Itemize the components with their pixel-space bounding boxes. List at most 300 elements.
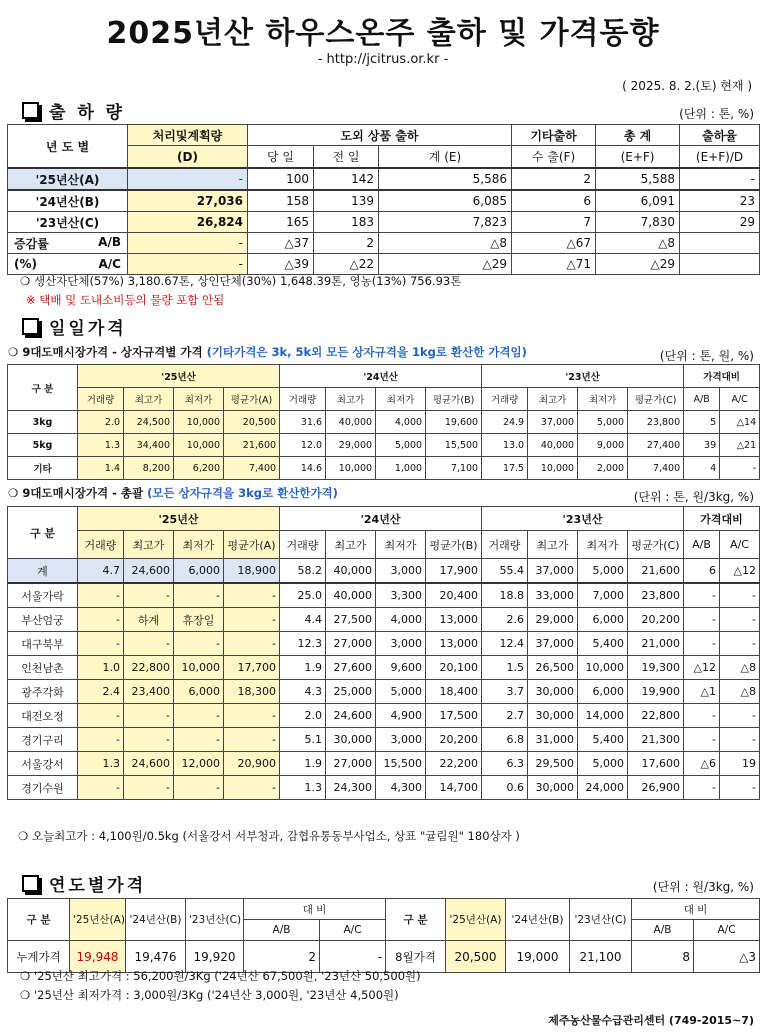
table-row [8, 752, 760, 776]
table-row [8, 233, 760, 254]
cell: 19,300 [628, 656, 684, 680]
header-max: 최고가 [326, 531, 376, 559]
cell: - [78, 583, 124, 608]
cell: 4,000 [376, 411, 426, 434]
header-ef: (E+F) [596, 146, 680, 168]
cell: 6,200 [174, 457, 224, 480]
cell: 19,920 [186, 941, 244, 973]
header-vol: 거래량 [482, 531, 528, 559]
cell: 2 [244, 941, 320, 973]
cell: 22,800 [124, 656, 174, 680]
cell: 39 [684, 434, 720, 457]
table-row [8, 632, 760, 656]
row-label: 5kg [8, 434, 78, 457]
cell: - [720, 583, 760, 608]
table-row [8, 559, 760, 584]
cell: 37,000 [528, 632, 578, 656]
cell: 1.3 [78, 752, 124, 776]
cell: - [320, 941, 386, 973]
cell: 12.0 [280, 434, 326, 457]
cell: 9,600 [376, 656, 426, 680]
cell: 3.7 [482, 680, 528, 704]
cell: - [78, 776, 124, 800]
cell: - [684, 608, 720, 632]
cell: 34,400 [124, 434, 174, 457]
cell: 24.9 [482, 411, 528, 434]
cell: 2.0 [280, 704, 326, 728]
cell: 6.8 [482, 728, 528, 752]
section-shipping-title: 출 하 량 [22, 98, 125, 123]
cell: 158 [248, 190, 314, 212]
cell: 10,000 [528, 457, 578, 480]
cell: 21,300 [628, 728, 684, 752]
header-avg: 평균가(A) [224, 388, 280, 411]
cell: 3,300 [376, 583, 426, 608]
cell: 23,400 [124, 680, 174, 704]
header-y25: '25년산 [78, 365, 280, 388]
table-row [8, 656, 760, 680]
cell: - [124, 632, 174, 656]
size-price-table [7, 364, 760, 480]
cell: 9,000 [578, 434, 628, 457]
checkbox-square-icon [22, 102, 39, 119]
cell: 23 [680, 190, 760, 212]
table-row [8, 583, 760, 608]
checkbox-square-icon [22, 875, 39, 892]
site-url[interactable]: - http://jcitrus.or.kr - [317, 52, 449, 67]
cell: 13,000 [426, 608, 482, 632]
header-avg: 평균가(C) [628, 388, 684, 411]
cell: - [124, 776, 174, 800]
table-row [8, 704, 760, 728]
page-title: 2025년산 하우스온주 출하 및 가격동향 [106, 16, 660, 51]
cell: 40,000 [326, 583, 376, 608]
header-vol: 거래량 [280, 531, 326, 559]
header-prev: 전 일 [314, 146, 379, 168]
cell: 30,000 [326, 728, 376, 752]
cell: 100 [248, 168, 314, 190]
header-total: 총 계 [596, 125, 680, 146]
cell: 1.9 [280, 656, 326, 680]
cell: 55.4 [482, 559, 528, 584]
cell: 1.3 [280, 776, 326, 800]
market-price-table [7, 506, 760, 800]
cell: △67 [512, 233, 596, 254]
cell: 6,091 [596, 190, 680, 212]
cell: △21 [720, 434, 760, 457]
cell: 14.6 [280, 457, 326, 480]
cell: 4.4 [280, 608, 326, 632]
daily-unit1: (단위 : 톤, 원, %) [659, 349, 754, 363]
header-vol: 거래량 [78, 388, 124, 411]
cell: - [174, 583, 224, 608]
cell: 6,000 [578, 608, 628, 632]
cell: 10,000 [174, 434, 224, 457]
cell: - [124, 704, 174, 728]
cell: 33,000 [528, 583, 578, 608]
cell: 142 [314, 168, 379, 190]
header-gubun: 구 분 [8, 365, 78, 411]
table-row [8, 608, 760, 632]
header-cmp: 대 비 [632, 899, 760, 920]
cell: - [224, 608, 280, 632]
header-outside: 도외 상품 출하 [248, 125, 512, 146]
row-label: 서울가락 [8, 583, 78, 608]
header-min: 최저가 [376, 388, 426, 411]
cell: 5,000 [578, 559, 628, 584]
cell: 13,000 [426, 632, 482, 656]
cell: 13.0 [482, 434, 528, 457]
cell: △8 [379, 233, 512, 254]
row-label: 경기구리 [8, 728, 78, 752]
row-label: 누계가격 [8, 941, 70, 973]
header-gubun: 구 분 [386, 899, 446, 941]
cell: 24,600 [124, 752, 174, 776]
cell: 0.6 [482, 776, 528, 800]
checkbox-square-icon [22, 318, 39, 335]
header-max: 최고가 [528, 388, 578, 411]
header-ac: A/C [320, 920, 386, 941]
cell: 1.3 [78, 434, 124, 457]
shipping-unit: (단위 : 톤, %) [679, 107, 754, 121]
cell: 5,586 [379, 168, 512, 190]
cell: 19,000 [506, 941, 570, 973]
cell: - [128, 254, 248, 275]
cell: - [78, 704, 124, 728]
cell: 26,900 [628, 776, 684, 800]
cell: 5,000 [376, 434, 426, 457]
row-label: 광주각화 [8, 680, 78, 704]
cell: 2 [512, 168, 596, 190]
cell: 10,000 [326, 457, 376, 480]
report-date: ( 2025. 8. 2.(토) 현재 ) [622, 79, 752, 93]
cell: 2.7 [482, 704, 528, 728]
header-ab: A/B [684, 388, 720, 411]
cell: 1.5 [482, 656, 528, 680]
table-row [8, 728, 760, 752]
cell: 18,300 [224, 680, 280, 704]
header-plan: 처리및계획량 [128, 125, 248, 146]
yearly-unit: (단위 : 원/3kg, %) [652, 880, 754, 894]
header-vol: 거래량 [78, 531, 124, 559]
cell: 7,100 [426, 457, 482, 480]
cell [680, 254, 760, 275]
table-row [8, 254, 760, 275]
cell: 27,036 [128, 190, 248, 212]
header-cmp: 가격대비 [684, 365, 760, 388]
cell: 31,000 [528, 728, 578, 752]
cell: 20,900 [224, 752, 280, 776]
cell: 7 [512, 212, 596, 233]
cell: △39 [248, 254, 314, 275]
header-a: '25년산(A) [446, 899, 506, 941]
cell: 24,300 [326, 776, 376, 800]
cell: 4 [684, 457, 720, 480]
header-b: '24년산(B) [126, 899, 186, 941]
header-c: '23년산(C) [186, 899, 244, 941]
cell: 14,700 [426, 776, 482, 800]
cell: △29 [379, 254, 512, 275]
cell: 18,400 [426, 680, 482, 704]
row-label: '23년산(C) [8, 212, 128, 233]
row-label: 경기수원 [8, 776, 78, 800]
cell: - [224, 776, 280, 800]
cell: 20,100 [426, 656, 482, 680]
cell: △8 [720, 680, 760, 704]
cell: 7,000 [578, 583, 628, 608]
cell: 21,600 [224, 434, 280, 457]
cell: 23,800 [628, 411, 684, 434]
daily-sub2: ❍ 9대도매시장가격 - 총괄 (모든 상자규격을 3kg로 환산한가격) [8, 486, 338, 500]
header-avg: 평균가(B) [426, 388, 482, 411]
cell: 20,500 [224, 411, 280, 434]
cell: 휴장일 [174, 608, 224, 632]
cell: 1.9 [280, 752, 326, 776]
header-ab: A/B [244, 920, 320, 941]
row-label: 기타 [8, 457, 78, 480]
cell: - [684, 704, 720, 728]
cell: 25.0 [280, 583, 326, 608]
cell: 8,200 [124, 457, 174, 480]
cell: 17,600 [628, 752, 684, 776]
cell: 5,400 [578, 632, 628, 656]
daily-unit2: (단위 : 톤, 원/3kg, %) [633, 490, 754, 504]
cell: 4,000 [376, 608, 426, 632]
row-label: 8월가격 [386, 941, 446, 973]
cell: - [720, 776, 760, 800]
cell: - [224, 728, 280, 752]
header-cmp: 대 비 [244, 899, 386, 920]
cell: 8 [632, 941, 694, 973]
header-y24: '24년산 [280, 365, 482, 388]
cell: 26,824 [128, 212, 248, 233]
cell: 2.4 [78, 680, 124, 704]
header-max: 최고가 [124, 531, 174, 559]
cell: 19,948 [70, 941, 126, 973]
cell: 6 [684, 559, 720, 584]
cell: 24,000 [578, 776, 628, 800]
header-ac: A/C [694, 920, 760, 941]
cell: 25,000 [326, 680, 376, 704]
row-label: 인천남촌 [8, 656, 78, 680]
cell: 5.1 [280, 728, 326, 752]
header-avg: 평균가(B) [426, 531, 482, 559]
cell: 2.0 [78, 411, 124, 434]
cell: 4.3 [280, 680, 326, 704]
cell: 2 [314, 233, 379, 254]
table-row [8, 457, 760, 480]
cell: △3 [694, 941, 760, 973]
cell: - [680, 168, 760, 190]
cell: 14,000 [578, 704, 628, 728]
cell: 24,500 [124, 411, 174, 434]
cell: 20,400 [426, 583, 482, 608]
cell: 21,000 [628, 632, 684, 656]
cell: 1.0 [78, 656, 124, 680]
cell: - [720, 728, 760, 752]
cell: 6,000 [578, 680, 628, 704]
cell: 1,000 [376, 457, 426, 480]
cell: △71 [512, 254, 596, 275]
cell: 7,400 [628, 457, 684, 480]
cell: 7,830 [596, 212, 680, 233]
cell: 19,900 [628, 680, 684, 704]
cell: 5 [684, 411, 720, 434]
cell: 6 [512, 190, 596, 212]
cell: - [78, 632, 124, 656]
min-price-note: ❍ '25년산 최저가격 : 3,000원/3Kg ('24년산 3,000원, '23년산 4,500원) [20, 988, 399, 1002]
row-label: '24년산(B) [8, 190, 128, 212]
cell: 2.6 [482, 608, 528, 632]
cell: 6,000 [174, 680, 224, 704]
cell: △8 [720, 656, 760, 680]
row-label: 3kg [8, 411, 78, 434]
cell: - [224, 583, 280, 608]
cell: 5,000 [376, 680, 426, 704]
row-label: 계 [8, 559, 78, 584]
cell: 30,000 [528, 704, 578, 728]
footer-center: 제주농산물수급관리센터 (749-2015~7) [548, 1014, 754, 1027]
cell: 5,000 [578, 752, 628, 776]
section-yearly-title: 연도별가격 [22, 871, 146, 896]
cell: △12 [684, 656, 720, 680]
header-ab: A/B [684, 531, 720, 559]
cell: 27,500 [326, 608, 376, 632]
cell: 29,500 [528, 752, 578, 776]
header-c: '23년산(C) [570, 899, 632, 941]
table-row [8, 190, 760, 212]
cell: 3,000 [376, 632, 426, 656]
header-max: 최고가 [326, 388, 376, 411]
daily-sub1: ❍ 9대도매시장가격 - 상자규격별 가격 (기타가격은 3k, 5k외 모든 상자규격을 1kg로 환산한 가격임) [8, 345, 527, 359]
cell: 20,200 [628, 608, 684, 632]
cell: - [124, 728, 174, 752]
cell: 17,500 [426, 704, 482, 728]
cell: - [720, 632, 760, 656]
cell: 26,500 [528, 656, 578, 680]
header-avg: 평균가(C) [628, 531, 684, 559]
cell: 10,000 [174, 411, 224, 434]
cell: - [128, 168, 248, 190]
header-ac: A/C [720, 531, 760, 559]
header-vol: 거래량 [482, 388, 528, 411]
exclusion-note: ※ 택배 및 도내소비등의 물량 포함 안됨 [26, 293, 225, 307]
cell: - [684, 583, 720, 608]
header-ab: A/B [632, 920, 694, 941]
cell: △29 [596, 254, 680, 275]
row-label: 대구북부 [8, 632, 78, 656]
cell: △6 [684, 752, 720, 776]
cell: 12.4 [482, 632, 528, 656]
header-y23: '23년산 [482, 507, 684, 531]
cell: 23,800 [628, 583, 684, 608]
header-a: '25년산(A) [70, 899, 126, 941]
header-gubun: 구 분 [8, 899, 70, 941]
max-price-note: ❍ '25년산 최고가격 : 56,200원/3Kg ('24년산 67,500원, '23년산 50,500원) [20, 969, 421, 983]
header-ac: A/C [720, 388, 760, 411]
header-today: 당 일 [248, 146, 314, 168]
header-y23: '23년산 [482, 365, 684, 388]
header-avg: 평균가(A) [224, 531, 280, 559]
cell: 하계 [124, 608, 174, 632]
header-min: 최저가 [578, 388, 628, 411]
cell: 21,100 [570, 941, 632, 973]
cell: 5,588 [596, 168, 680, 190]
cell: 3,000 [376, 728, 426, 752]
cell: 29,000 [326, 434, 376, 457]
cell: 7,400 [224, 457, 280, 480]
cell: 12,000 [174, 752, 224, 776]
cell: - [684, 632, 720, 656]
cell: 18.8 [482, 583, 528, 608]
cell: 4,900 [376, 704, 426, 728]
cell: 10,000 [578, 656, 628, 680]
header-min: 최저가 [578, 531, 628, 559]
cell: 29 [680, 212, 760, 233]
row-label: 대전오정 [8, 704, 78, 728]
cell: 30,000 [528, 776, 578, 800]
cell: - [174, 776, 224, 800]
cell: 15,500 [376, 752, 426, 776]
cell: 37,000 [528, 559, 578, 584]
row-label: 부산엄궁 [8, 608, 78, 632]
header-max: 최고가 [528, 531, 578, 559]
cell: 5,400 [578, 728, 628, 752]
producer-note: ❍ 생산자단체(57%) 3,180.67톤, 상인단체(30%) 1,648.39톤, 영농(13%) 756.93톤 [20, 274, 462, 288]
cell: 5,000 [578, 411, 628, 434]
cell: - [174, 728, 224, 752]
cell: 20,500 [446, 941, 506, 973]
cell: 19,600 [426, 411, 482, 434]
cell: 40,000 [326, 411, 376, 434]
cell: 15,500 [426, 434, 482, 457]
header-min: 최저가 [174, 388, 224, 411]
cell: - [78, 608, 124, 632]
cell: - [684, 776, 720, 800]
cell: - [128, 233, 248, 254]
cell: 21,600 [628, 559, 684, 584]
cell: 18,900 [224, 559, 280, 584]
cell: - [224, 704, 280, 728]
header-other: 기타출하 [512, 125, 596, 146]
cell: - [720, 704, 760, 728]
header-b: '24년산(B) [506, 899, 570, 941]
cell: 6,000 [174, 559, 224, 584]
header-efd: (E+F)/D [680, 146, 760, 168]
change-label: (%) A/C [8, 254, 128, 275]
section-daily-title: 일일가격 [22, 314, 127, 339]
row-label: '25년산(A) [8, 168, 128, 190]
header-y24: '24년산 [280, 507, 482, 531]
header-export: 수 출(F) [512, 146, 596, 168]
header-plan-sub: (D) [128, 146, 248, 168]
cell: 19 [720, 752, 760, 776]
cell: 27,400 [628, 434, 684, 457]
cell: △12 [720, 559, 760, 584]
yearly-table [7, 898, 760, 973]
header-max: 최고가 [124, 388, 174, 411]
cell: 183 [314, 212, 379, 233]
cell: 12.3 [280, 632, 326, 656]
cell: 2,000 [578, 457, 628, 480]
cell: - [174, 704, 224, 728]
header-vol: 거래량 [280, 388, 326, 411]
cell: 10,000 [174, 656, 224, 680]
cell: 37,000 [528, 411, 578, 434]
cell: 17,900 [426, 559, 482, 584]
table-row [8, 680, 760, 704]
cell: 7,823 [379, 212, 512, 233]
